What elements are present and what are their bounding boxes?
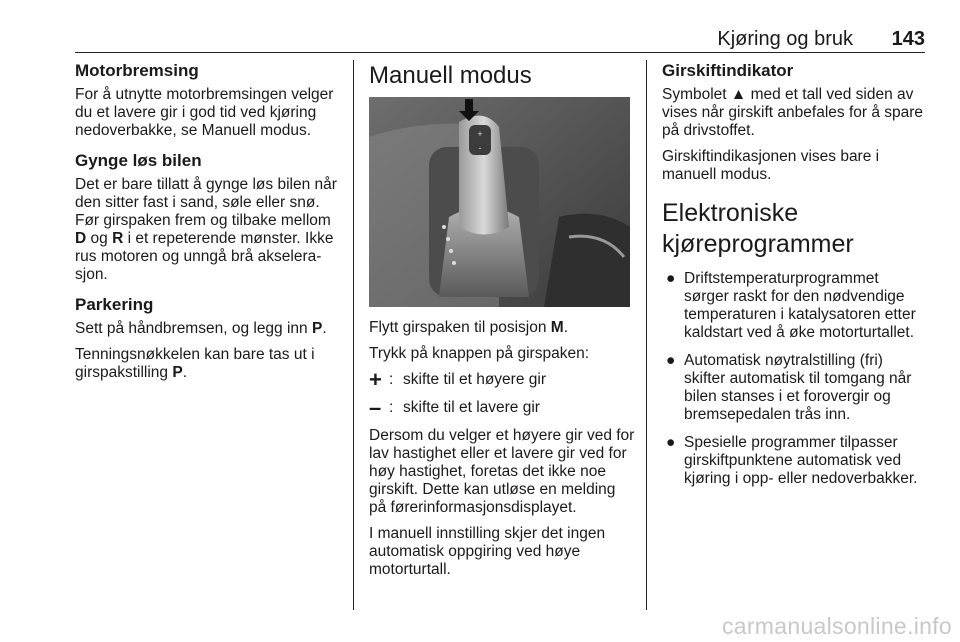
bullet-icon: ● bbox=[666, 434, 676, 451]
paragraph: Symbolet ▲ med et tall ved siden av vises når girskift anbefales for å spare på drivstoffet. bbox=[662, 86, 924, 139]
list-item: ● Spesielle programmer tilpasser girskiftpunktene automatisk ved kjøring i opp- eller nedoverbakker. bbox=[666, 434, 918, 487]
page-number: 143 bbox=[891, 28, 925, 50]
section-heading-kjoreprogrammer: Elektroniske kjøreprogrammer bbox=[662, 199, 854, 258]
key-row-plus: + : skifte til et høyere gir bbox=[369, 367, 546, 392]
gear-lever-photo bbox=[369, 97, 630, 307]
watermark: carmanualsonline.info bbox=[721, 613, 952, 639]
gear-key-d: D bbox=[75, 230, 87, 247]
page-header bbox=[75, 26, 925, 54]
paragraph: For å utnytte motorbremsingen velger du et lavere gir i god tid ved kjøring nedoverbakke, se Manuell modus. bbox=[75, 86, 334, 139]
bullet-icon: ● bbox=[666, 352, 676, 369]
paragraph: I manuell innstilling skjer det ingen automatisk oppgiring ved høye motorturtall. bbox=[369, 525, 606, 578]
svg-text:+: + bbox=[477, 129, 483, 139]
key-row-minus: – : skifte til et lavere gir bbox=[369, 395, 540, 420]
svg-text:-: - bbox=[478, 143, 482, 153]
paragraph: Girskiftindikasjonen vises bare i manuell modus. bbox=[662, 148, 880, 183]
column-divider-1 bbox=[353, 60, 354, 610]
section-heading-manuell-modus: Manuell modus bbox=[369, 62, 532, 89]
section-heading-girskiftindikator: Girskiftindikator bbox=[662, 61, 794, 80]
list-item: ● Automatisk nøytralstilling (fri) skifter automatisk til tomgang når bilen stanses i et forovergir og bremsepedalen trås inn. bbox=[666, 352, 912, 423]
gear-key-m: M bbox=[550, 319, 564, 336]
column-divider-2 bbox=[646, 60, 647, 610]
paragraph: Trykk på knappen på girspaken: bbox=[369, 345, 589, 362]
gear-key-r: R bbox=[112, 230, 124, 247]
section-heading-motorbremsing: Motorbremsing bbox=[75, 61, 199, 80]
paragraph: Dersom du velger et høyere gir ved for lav hastighet eller et lavere gir ved for høy hastighet, foretas det ikke noe girskift. Dette kan utløse en melding på førerinformasjonsdisplayet. bbox=[369, 427, 635, 516]
paragraph: Før girspaken frem og tilbake mellom D og R i et repeterende mønster. Ikke rus motoren og unngå brå akselerasjon. bbox=[75, 212, 334, 283]
paragraph: Tenningsnøkkelen kan bare tas ut i girspakstilling P. bbox=[75, 346, 315, 381]
minus-icon: – bbox=[369, 395, 382, 420]
column-left bbox=[75, 62, 343, 390]
plus-icon: + bbox=[369, 367, 382, 392]
header-rule bbox=[75, 52, 925, 53]
section-heading-gynge: Gynge løs bilen bbox=[75, 151, 202, 170]
paragraph: Flytt girspaken til posisjon M. bbox=[369, 319, 569, 336]
column-middle bbox=[369, 62, 635, 587]
gear-key-p: P bbox=[172, 364, 183, 381]
paragraph: Sett på håndbremsen, og legg inn P. bbox=[75, 320, 327, 337]
section-heading-parkering: Parkering bbox=[75, 295, 154, 314]
list-item: ● Driftstemperaturprogrammet sørger raskt for den nødvendige temperaturen i katalysatoren etter kaldstart ved å øke motorturtallet. bbox=[666, 270, 916, 341]
gear-key-p: P bbox=[311, 320, 323, 337]
program-list bbox=[662, 270, 926, 488]
column-right bbox=[662, 62, 926, 498]
paragraph: Det er bare tillatt å gynge løs bilen når den sitter fast i sand, søle eller snø. bbox=[75, 176, 337, 211]
bullet-icon: ● bbox=[666, 270, 676, 287]
running-title: Kjøring og bruk bbox=[717, 28, 853, 50]
